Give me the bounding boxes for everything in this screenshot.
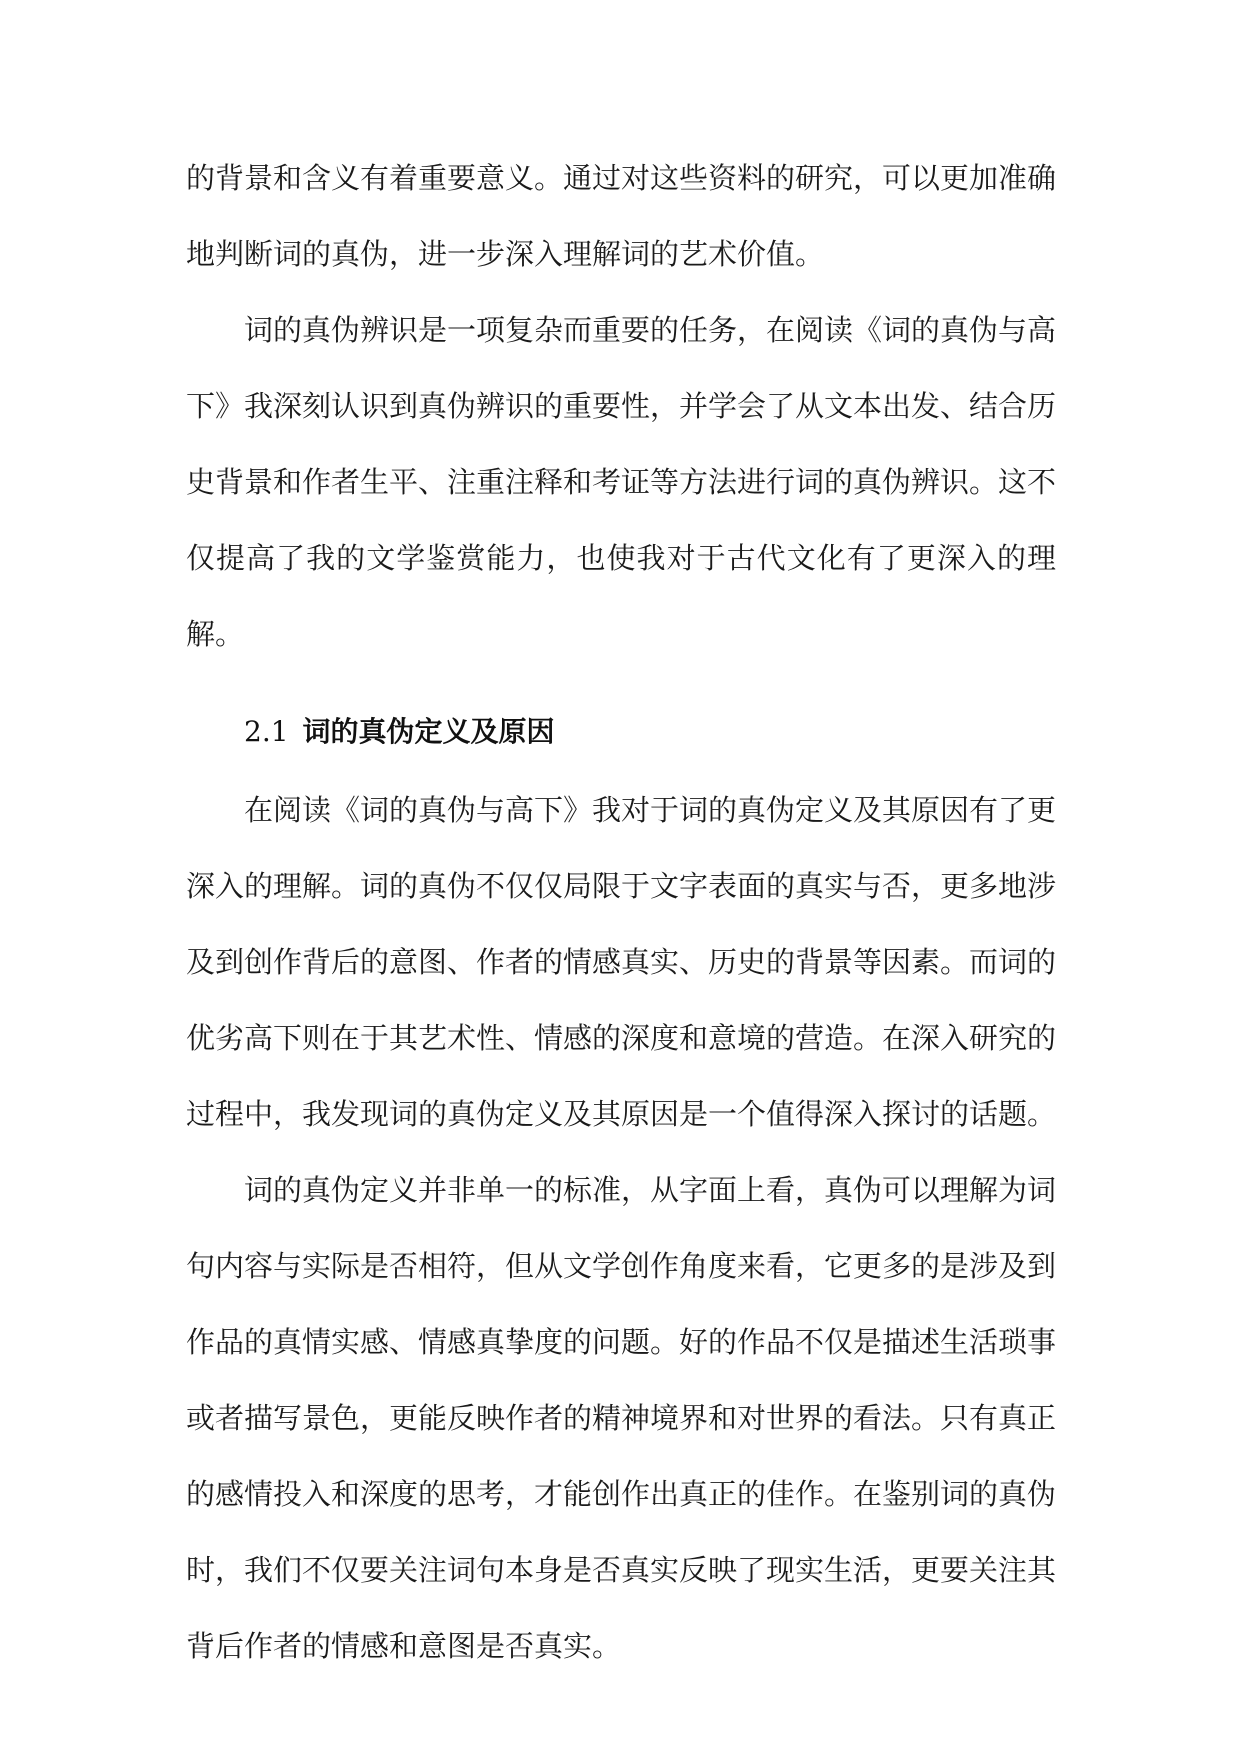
section-heading <box>186 692 1056 772</box>
paragraph-continued: 的背景和含义有着重要意义。通过对这些资料的研究，可以更加准确地判断词的真伪，进一步深入理解词的艺术价值。 <box>186 161 1057 271</box>
section-title: 词的真伪定义及原因 <box>302 715 555 748</box>
paragraph: 词的真伪辨识是一项复杂而重要的任务，在阅读《词的真伪与高下》我深刻认识到真伪辨识的重要性，并学会了从文本出发、结合历史背景和作者生平、注重注释和考证等方法进行词的真伪辨识。这不仅提高了我的文学鉴赏能力，也使我对于古代文化有了更深入的理解。 <box>186 313 1057 651</box>
section-number: 2.1 <box>244 715 289 748</box>
paragraph: 词的真伪定义并非单一的标准，从字面上看，真伪可以理解为词句内容与实际是否相符，但从文学创作角度来看，它更多的是涉及到作品的真情实感、情感真挚度的问题。好的作品不仅是描述生活琐事或者描写景色，更能反映作者的精神境界和对世界的看法。只有真正的感情投入和深度的思考，才能创作出真正的佳作。在鉴别词的真伪时，我们不仅要关注词句本身是否真实反映了现实生活，更要关注其背后作者的情感和意图是否真实。 <box>186 1173 1057 1663</box>
paragraph: 在阅读《词的真伪与高下》我对于词的真伪定义及其原因有了更深入的理解。词的真伪不仅仅局限于文字表面的真实与否，更多地涉及到创作背后的意图、作者的情感真实、历史的背景等因素。而词的优劣高下则在于其艺术性、情感的深度和意境的营造。在深入研究的过程中，我发现词的真伪定义及其原因是一个值得深入探讨的话题。 <box>186 793 1057 1131</box>
document-body <box>186 140 1056 1684</box>
